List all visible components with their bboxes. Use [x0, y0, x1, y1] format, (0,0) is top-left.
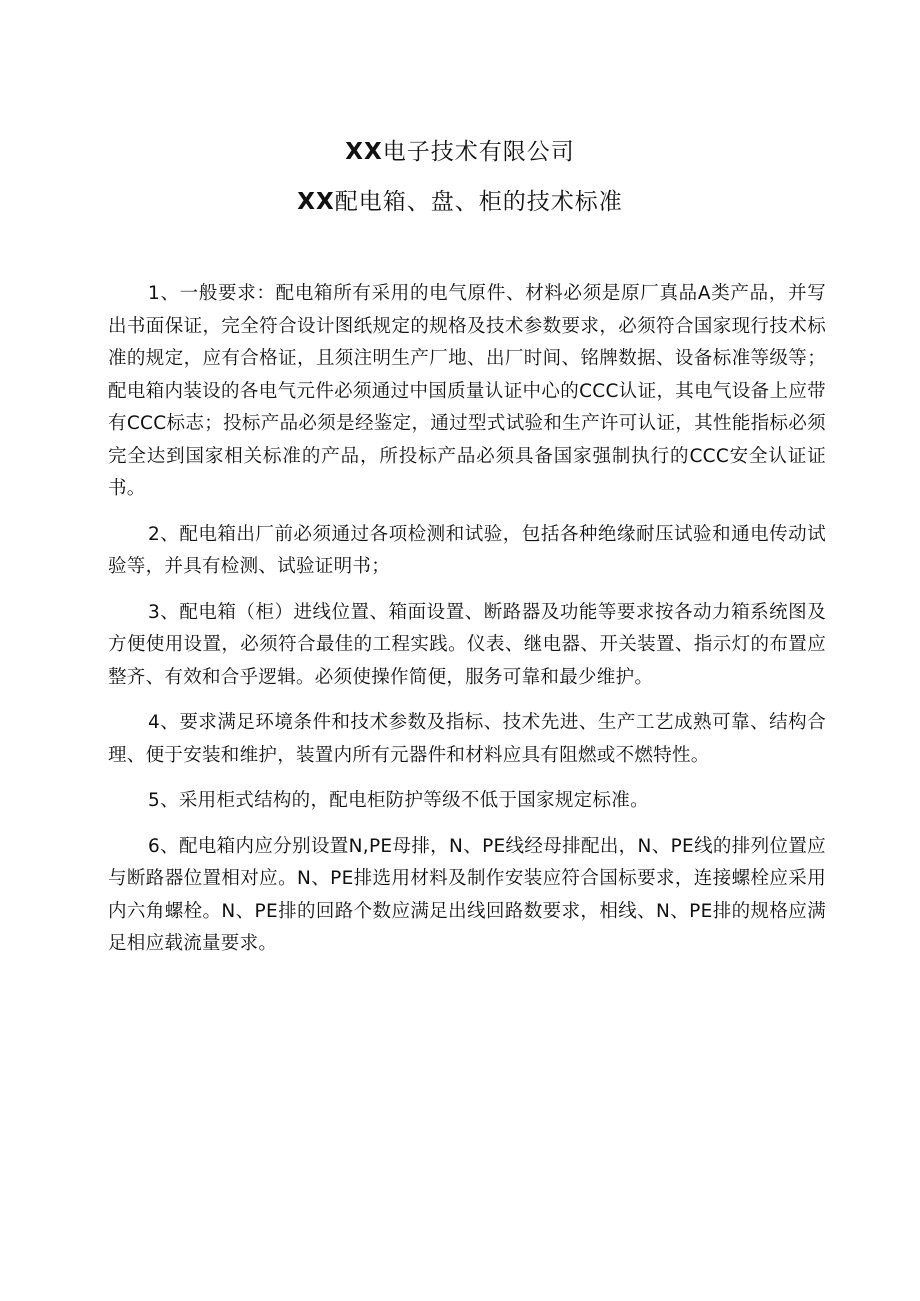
paragraph-4-environment-requirements: 4、要求满足环境条件和技术参数及指标、技术先进、生产工艺成熟可靠、结构合理、便于安装和维护，装置内所有元器件和材料应具有阻燃或不燃特性。 — [108, 712, 826, 766]
document-title — [0, 187, 920, 217]
document-title-prefix: XX — [297, 189, 335, 215]
company-title-text: 电子技术有限公司 — [382, 139, 575, 165]
paragraph-3-layout-requirements: 3、配电箱（柜）进线位置、箱面设置、断路器及功能等要求按各动力箱系统图及方便使用设置，必须符合最佳的工程实践。仪表、继电器、开关装置、指示灯的布置应整齐、有效和合乎逻辑。必须使操作简便，服务可靠和最少维护。 — [108, 601, 826, 688]
paragraph-2-factory-testing: 2、配电箱出厂前必须通过各项检测和试验，包括各种绝缘耐压试验和通电传动试验等，并具有检测、试验证明书； — [108, 523, 826, 577]
document-title-text: 配电箱、盘、柜的技术标准 — [334, 189, 623, 215]
company-title — [0, 137, 920, 167]
paragraph-5-protection-level: 5、采用柜式结构的，配电柜防护等级不低于国家规定标准。 — [148, 790, 649, 811]
paragraph-6-busbar-requirements: 6、配电箱内应分别设置N,PE母排，N、PE线经母排配出，N、PE线的排列位置应与断路器位置相对应。N、PE排选用材料及制作安装应符合国标要求，连接螺栓应采用内六角螺栓。N、PE排的回路个数应满足出线回路数要求，相线、N、PE排的规格应满足相应载流量要求。 — [108, 835, 826, 954]
document-body — [108, 278, 826, 974]
paragraph-1-general-requirements: 1、一般要求：配电箱所有采用的电气原件、材料必须是原厂真品A类产品，并写出书面保证，完全符合设计图纸规定的规格及技术参数要求，必须符合国家现行技术标准的规定，应有合格证，且须注明生产厂地、出厂时间、铭牌数据、设备标准等级等；配电箱内装设的各电气元件必须通过中国质量认证中心的CCC认证，其电气设备上应带有CCC标志；投标产品必须是经鉴定，通过型式试验和生产许可认证，其性能指标必须完全达到国家相关标准的产品，所投标产品必须具备国家强制执行的CCC安全认证证书。 — [108, 283, 826, 499]
company-title-prefix: XX — [345, 139, 383, 165]
